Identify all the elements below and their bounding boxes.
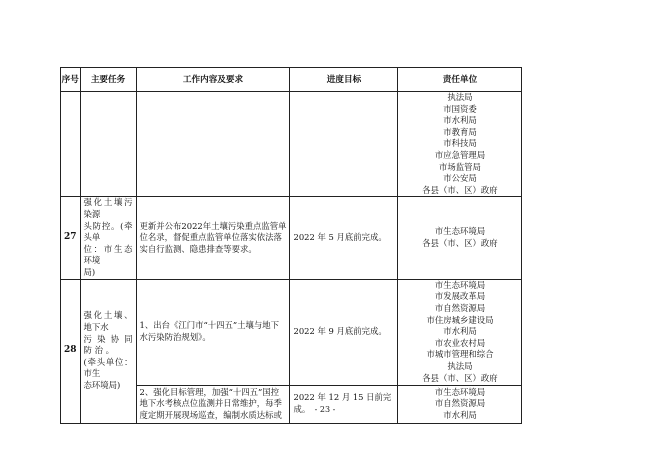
row-27-task — [80, 197, 136, 279]
unit-line: 市生态环境局 — [434, 279, 486, 290]
work-line: 实自行监测、隐患排查等要求。 — [139, 243, 257, 254]
table-row-28-item-1 — [61, 279, 522, 385]
row-28-item-2-units — [398, 385, 522, 423]
row-27-units — [398, 197, 522, 279]
task-table — [60, 67, 522, 424]
header-unit: 责任单位 — [398, 68, 522, 92]
work-line: 1、出台《江门市“十四五”土壤与地下 — [139, 320, 280, 331]
row-28-seq: 28 — [61, 279, 81, 423]
row-27-seq: 27 — [61, 197, 81, 279]
task-line: 强化土壤、地下水 — [83, 310, 133, 333]
work-line: 度定期开展现场巡查，编制水质达标或 — [139, 409, 282, 420]
row-28-item-1-units — [398, 279, 522, 385]
work-line: 水污染防治规划》。 — [139, 332, 211, 342]
unit-line: 市场监管局 — [439, 161, 481, 172]
unit-line: 市水利局 — [443, 115, 477, 126]
unit-line: 市发展改革局 — [434, 291, 486, 302]
cell-progress-empty — [290, 92, 398, 197]
unit-line: 市水利局 — [443, 409, 477, 420]
row-28-item-1-progress: 2022 年 9 月底前完成。 — [290, 279, 398, 385]
unit-line: 各县（市、区）政府 — [422, 184, 498, 195]
task-line: 头防控。(牵头单 — [83, 220, 133, 243]
unit-line: 市科技局 — [443, 138, 477, 149]
unit-line: 市城市管理和综合 — [426, 349, 494, 360]
unit-line: 执法局 — [447, 92, 473, 102]
header-seq: 序号 — [61, 68, 81, 92]
row-28-item-2-work — [136, 385, 290, 423]
unit-line: 市应急管理局 — [434, 149, 486, 160]
row-28-item-1-work — [136, 279, 290, 385]
task-line: 强化土壤污染源 — [83, 197, 133, 219]
unit-line: 市水利局 — [443, 326, 477, 337]
row-28-item-2-progress: 2022 年 12 月 15 日前完成。 — [290, 385, 398, 423]
page-number: - 23 - — [314, 405, 336, 414]
unit-line: 市生态环境局 — [434, 386, 486, 397]
unit-line: 执法局 — [447, 360, 473, 371]
unit-line: 市自然资源局 — [434, 398, 486, 409]
task-line: (牵头单位：市生 — [83, 356, 133, 379]
header-work: 工作内容及要求 — [136, 68, 290, 92]
header-task: 主要任务 — [80, 68, 136, 92]
cell-task-empty — [80, 92, 136, 197]
row-28-task — [80, 279, 136, 423]
cell-seq-empty — [61, 92, 81, 197]
task-line: 污 染 协 同 防 治 。 — [83, 333, 133, 356]
work-line: 位名录，督促重点监管单位落实依法落 — [139, 232, 282, 243]
unit-line: 各县（市、区）政府 — [422, 372, 498, 383]
unit-line: 市公安局 — [443, 173, 477, 184]
cell-work-empty — [136, 92, 290, 197]
table-header-row — [61, 68, 522, 92]
task-line: 局) — [83, 266, 96, 277]
unit-line: 市生态环境局 — [434, 226, 486, 237]
header-progress: 进度目标 — [290, 68, 398, 92]
row-27-work — [136, 197, 290, 279]
unit-line: 市农业农村局 — [434, 337, 486, 348]
cell-units-continued — [398, 92, 522, 197]
unit-line: 市住房城乡建设局 — [426, 314, 494, 325]
unit-line: 各县（市、区）政府 — [422, 237, 498, 248]
row-27-progress: 2022 年 5 月底前完成。 — [290, 197, 398, 279]
task-line: 态环境局) — [83, 379, 121, 390]
table-row-continued — [61, 92, 522, 197]
unit-line: 市国资委 — [443, 103, 477, 114]
task-line: 位：市生态环境 — [83, 243, 133, 266]
table-row-27 — [61, 197, 522, 279]
work-line: 更新并公布2022年土壤污染重点监管单 — [139, 220, 287, 231]
work-line: 2、强化目标管理，加强“十四五”国控 — [139, 386, 280, 397]
unit-line: 市教育局 — [443, 126, 477, 137]
unit-line: 市自然资源局 — [434, 303, 486, 314]
work-line: 地下水考核点位监测并日常维护，每季 — [139, 398, 282, 409]
